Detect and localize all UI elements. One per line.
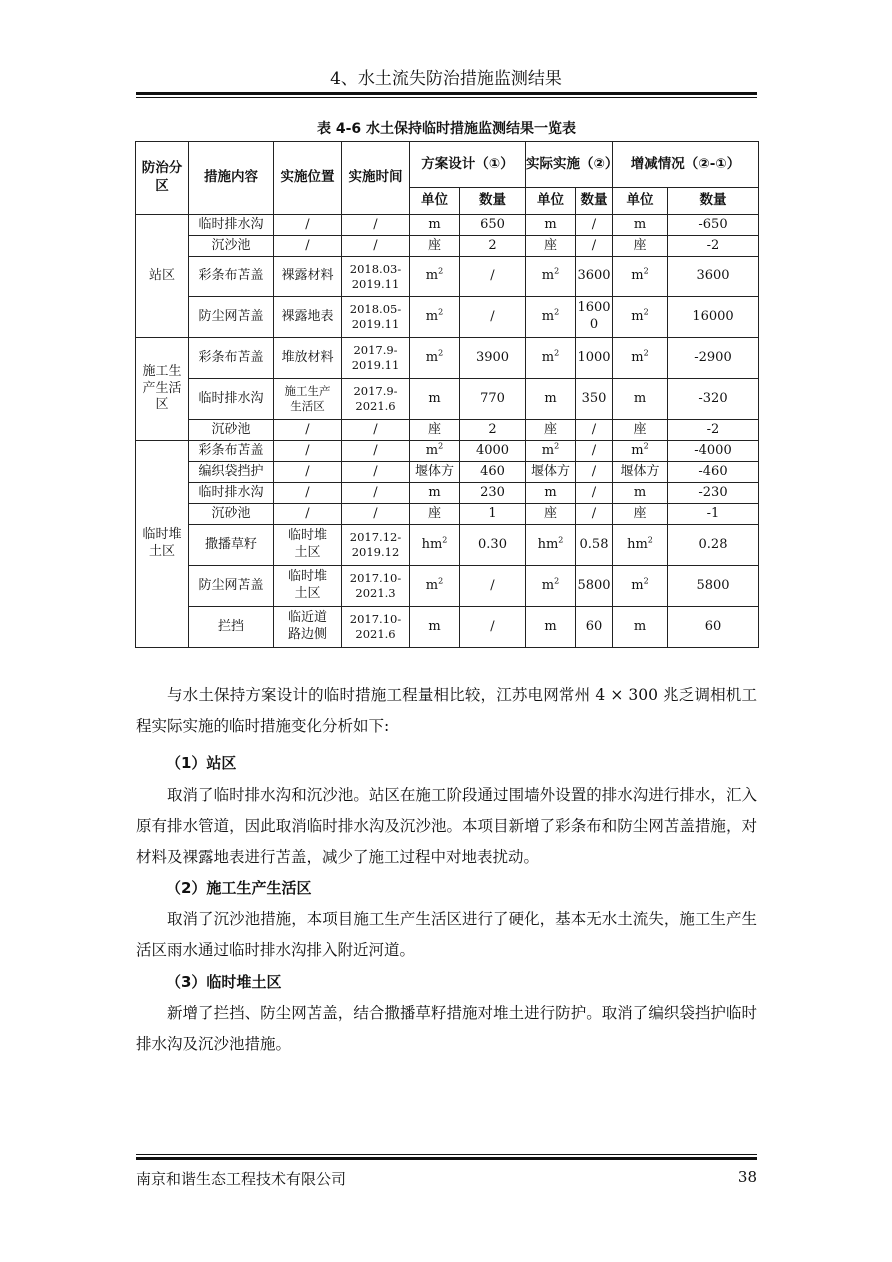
change-qty-cell: -320 [668, 379, 759, 420]
change-qty-cell: -4000 [668, 441, 759, 462]
actual-unit-cell: $m^2$ [526, 257, 576, 297]
design-unit-cell: $hm^2$ [410, 525, 460, 566]
measure-cell: 防尘网苫盖 [189, 566, 274, 607]
design-qty-cell: / [460, 607, 526, 648]
col-quantity: 数量 [668, 188, 759, 215]
col-measure: 措施内容 [189, 142, 274, 215]
actual-qty-cell: / [576, 504, 613, 525]
design-unit-cell: $m^2$ [410, 257, 460, 297]
change-qty-cell: 3600 [668, 257, 759, 297]
actual-qty-cell: / [576, 236, 613, 257]
table-row [136, 236, 759, 257]
location-cell: 裸露材料 [274, 257, 342, 297]
change-unit-cell: m [613, 483, 668, 504]
time-cell: 2017.10-2021.3 [342, 566, 410, 607]
measure-cell: 撒播草籽 [189, 525, 274, 566]
col-design: 方案设计（①） [410, 142, 526, 188]
time-cell: / [342, 441, 410, 462]
change-unit-cell: $m^2$ [613, 566, 668, 607]
design-qty-cell: 0.30 [460, 525, 526, 566]
change-unit-cell: 座 [613, 236, 668, 257]
actual-qty-cell: / [576, 215, 613, 236]
actual-unit-cell: m [526, 483, 576, 504]
location-cell: / [274, 462, 342, 483]
design-unit-cell: $m^2$ [410, 566, 460, 607]
change-qty-cell: -460 [668, 462, 759, 483]
actual-qty-cell: / [576, 462, 613, 483]
change-unit-cell: $hm^2$ [613, 525, 668, 566]
actual-unit-cell: 座 [526, 504, 576, 525]
table-row [136, 257, 759, 297]
change-unit-cell: 堰体方 [613, 462, 668, 483]
col-quantity: 数量 [460, 188, 526, 215]
table-row [136, 420, 759, 441]
footer-rule-thin [136, 1154, 757, 1155]
location-cell: / [274, 504, 342, 525]
change-qty-cell: -2900 [668, 338, 759, 379]
measure-cell: 沉砂池 [189, 420, 274, 441]
actual-unit-cell: $m^2$ [526, 297, 576, 338]
actual-unit-cell: 座 [526, 236, 576, 257]
col-time: 实施时间 [342, 142, 410, 215]
location-cell: / [274, 420, 342, 441]
col-zone: 防治分区 [136, 142, 189, 215]
location-cell: 临时堆土区 [274, 566, 342, 607]
change-unit-cell: $m^2$ [613, 441, 668, 462]
actual-qty-cell: / [576, 483, 613, 504]
measure-cell: 防尘网苫盖 [189, 297, 274, 338]
measures-table [135, 141, 759, 648]
design-qty-cell: 4000 [460, 441, 526, 462]
design-unit-cell: m [410, 379, 460, 420]
table-row [136, 607, 759, 648]
design-unit-cell: $m^2$ [410, 297, 460, 338]
table-row [136, 297, 759, 338]
footer-rule [136, 1157, 757, 1160]
zone-cell: 施工生产生活区 [136, 338, 189, 441]
design-qty-cell: 650 [460, 215, 526, 236]
design-qty-cell: 1 [460, 504, 526, 525]
actual-qty-cell: / [576, 420, 613, 441]
location-cell: / [274, 441, 342, 462]
time-cell: 2018.03-2019.11 [342, 257, 410, 297]
design-unit-cell: 座 [410, 420, 460, 441]
measure-cell: 临时排水沟 [189, 483, 274, 504]
section-1-heading: （1）站区 [166, 754, 237, 772]
measure-cell: 沉沙池 [189, 236, 274, 257]
change-unit-cell: m [613, 215, 668, 236]
change-qty-cell: -2 [668, 236, 759, 257]
location-cell: / [274, 215, 342, 236]
design-qty-cell: / [460, 297, 526, 338]
col-unit: 单位 [613, 188, 668, 215]
change-unit-cell: $m^2$ [613, 257, 668, 297]
footer-company: 南京和谐生态工程技术有限公司 [136, 1170, 347, 1188]
design-qty-cell: 460 [460, 462, 526, 483]
time-cell: 2017.12-2019.12 [342, 525, 410, 566]
change-qty-cell: 16000 [668, 297, 759, 338]
actual-unit-cell: m [526, 607, 576, 648]
time-cell: 2017.9-2019.11 [342, 338, 410, 379]
measure-cell: 临时排水沟 [189, 379, 274, 420]
col-unit: 单位 [526, 188, 576, 215]
actual-qty-cell: 0.58 [576, 525, 613, 566]
col-unit: 单位 [410, 188, 460, 215]
design-unit-cell: 座 [410, 236, 460, 257]
actual-qty-cell: 1000 [576, 338, 613, 379]
location-cell: 裸露地表 [274, 297, 342, 338]
table-caption: 表 4-6 水土保持临时措施监测结果一览表 [316, 121, 577, 137]
section-2-paragraph: 取消了沉沙池措施，本项目施工生产生活区进行了硬化，基本无水土流失，施工生产生活区雨水通过临时排水沟排入附近河道。 [136, 910, 757, 959]
design-qty-cell: 770 [460, 379, 526, 420]
location-cell: 堆放材料 [274, 338, 342, 379]
design-unit-cell: $m^2$ [410, 441, 460, 462]
actual-qty-cell: 60 [576, 607, 613, 648]
table-row [136, 483, 759, 504]
design-unit-cell: m [410, 483, 460, 504]
change-unit-cell: 座 [613, 504, 668, 525]
change-qty-cell: 0.28 [668, 525, 759, 566]
header-rule [136, 92, 757, 95]
design-unit-cell: m [410, 607, 460, 648]
table-row [136, 462, 759, 483]
actual-qty-cell: 3600 [576, 257, 613, 297]
change-qty-cell: 5800 [668, 566, 759, 607]
section-3-heading: （3）临时堆土区 [166, 973, 282, 991]
col-actual: 实际实施（②） [526, 142, 613, 188]
change-qty-cell: -1 [668, 504, 759, 525]
change-qty-cell: 60 [668, 607, 759, 648]
change-qty-cell: -2 [668, 420, 759, 441]
location-cell: 施工生产生活区 [274, 379, 342, 420]
actual-unit-cell: m [526, 215, 576, 236]
measure-cell: 拦挡 [189, 607, 274, 648]
measure-cell: 编织袋挡护 [189, 462, 274, 483]
design-qty-cell: 3900 [460, 338, 526, 379]
table-row [136, 379, 759, 420]
zone-cell: 临时堆土区 [136, 441, 189, 648]
measure-cell: 彩条布苫盖 [189, 441, 274, 462]
change-qty-cell: -650 [668, 215, 759, 236]
change-unit-cell: m [613, 607, 668, 648]
design-qty-cell: / [460, 257, 526, 297]
location-cell: / [274, 236, 342, 257]
time-cell: 2017.10-2021.6 [342, 607, 410, 648]
actual-qty-cell: 16000 [576, 297, 613, 338]
table-row [136, 338, 759, 379]
actual-qty-cell: / [576, 441, 613, 462]
time-cell: / [342, 215, 410, 236]
change-unit-cell: m [613, 379, 668, 420]
actual-qty-cell: 5800 [576, 566, 613, 607]
actual-qty-cell: 350 [576, 379, 613, 420]
section-1-paragraph: 取消了临时排水沟和沉沙池。站区在施工阶段通过围墙外设置的排水沟进行排水，汇入原有排水管道，因此取消临时排水沟及沉沙池。本项目新增了彩条布和防尘网苫盖措施，对材料及裸露地表进行苫盖，减少了施工过程中对地表扰动。 [136, 786, 757, 866]
zone-cell: 站区 [136, 215, 189, 338]
design-qty-cell: / [460, 566, 526, 607]
design-unit-cell: m [410, 215, 460, 236]
location-cell: / [274, 483, 342, 504]
actual-unit-cell: $m^2$ [526, 566, 576, 607]
measure-cell: 临时排水沟 [189, 215, 274, 236]
running-header: 4、水土流失防治措施监测结果 [330, 69, 562, 89]
table-row [136, 504, 759, 525]
measure-cell: 彩条布苫盖 [189, 338, 274, 379]
header-rule-thin [136, 97, 757, 98]
design-unit-cell: 座 [410, 504, 460, 525]
design-qty-cell: 2 [460, 420, 526, 441]
actual-unit-cell: $m^2$ [526, 441, 576, 462]
actual-unit-cell: 座 [526, 420, 576, 441]
change-qty-cell: -230 [668, 483, 759, 504]
section-2-heading: （2）施工生产生活区 [166, 879, 312, 897]
col-change: 增减情况（②-①） [613, 142, 759, 188]
design-unit-cell: $m^2$ [410, 338, 460, 379]
time-cell: / [342, 483, 410, 504]
change-unit-cell: $m^2$ [613, 297, 668, 338]
design-qty-cell: 2 [460, 236, 526, 257]
time-cell: 2017.9-2021.6 [342, 379, 410, 420]
measure-cell: 彩条布苫盖 [189, 257, 274, 297]
table-row [136, 441, 759, 462]
time-cell: / [342, 504, 410, 525]
page-number: 38 [737, 1168, 757, 1186]
intro-paragraph: 与水土保持方案设计的临时措施工程量相比较，江苏电网常州 4 × 300 兆乏调相机工程实际实施的临时措施变化分析如下: [136, 686, 757, 735]
table-row [136, 215, 759, 236]
actual-unit-cell: $hm^2$ [526, 525, 576, 566]
change-unit-cell: $m^2$ [613, 338, 668, 379]
location-cell: 临近道路边侧 [274, 607, 342, 648]
section-3-paragraph: 新增了拦挡、防尘网苫盖，结合撒播草籽措施对堆土进行防护。取消了编织袋挡护临时排水沟及沉沙池措施。 [136, 1004, 757, 1053]
col-location: 实施位置 [274, 142, 342, 215]
time-cell: / [342, 462, 410, 483]
design-qty-cell: 230 [460, 483, 526, 504]
change-unit-cell: 座 [613, 420, 668, 441]
time-cell: / [342, 236, 410, 257]
time-cell: 2018.05-2019.11 [342, 297, 410, 338]
design-unit-cell: 堰体方 [410, 462, 460, 483]
measure-cell: 沉砂池 [189, 504, 274, 525]
time-cell: / [342, 420, 410, 441]
actual-unit-cell: m [526, 379, 576, 420]
col-quantity: 数量 [576, 188, 613, 215]
actual-unit-cell: $m^2$ [526, 338, 576, 379]
table-row [136, 525, 759, 566]
location-cell: 临时堆土区 [274, 525, 342, 566]
table-row [136, 566, 759, 607]
actual-unit-cell: 堰体方 [526, 462, 576, 483]
